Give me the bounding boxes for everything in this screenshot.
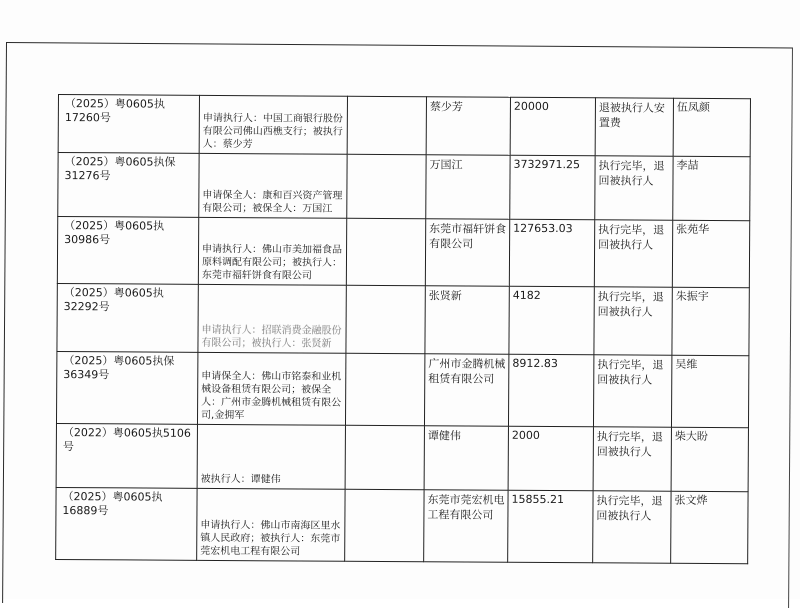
table-row [57,217,749,288]
case-number: （2025）粤0605执保36349号 [56,351,197,424]
case-number: （2022）粤0605执5106号 [56,423,197,488]
blank-cell [346,285,425,353]
judge: 吴维 [671,355,748,427]
table-row [56,423,748,491]
status: 执行完毕，退回被执行人 [593,355,671,427]
refund-target: 万国江 [426,155,510,220]
judge: 李喆 [673,156,750,220]
judge: 张苑华 [672,220,749,287]
status: 执行完毕，退回被执行人 [593,427,671,491]
status: 退被执行人安置费 [595,98,673,156]
amount: 3732971.25 [510,155,595,220]
judge: 张文烨 [671,491,748,563]
amount: 4182 [509,286,594,355]
parties: 申请保全人：康和百兴资产管理有限公司；被保全人：万国江 [199,153,347,218]
blank-cell [346,218,425,285]
amount: 8912.83 [508,354,593,427]
table-row [56,351,748,427]
parties: 申请执行人：佛山市美加福食品原料调配有限公司；被执行人：东莞市福轩饼食有限公司 [198,217,346,285]
refund-target: 东莞市莞宏机电工程有限公司 [424,490,508,563]
parties: 申请执行人：招联消费金融股份有限公司；被执行人：张贤新 [198,284,346,353]
parties: 申请执行人：中国工商银行股份有限公司佛山西樵支行；被执行人：蔡少芳 [199,95,347,154]
status: 执行完毕，退回被执行人 [593,491,671,563]
blank-cell [345,425,424,489]
parties: 申请执行人：佛山市南海区里水镇人民政府；被执行人：东莞市莞宏机电工程有限公司 [197,488,345,561]
blank-cell [345,353,424,425]
refund-target: 广州市金腾机械租赁有限公司 [424,354,508,427]
case-number: （2025）粤0605执17260号 [58,95,199,154]
status: 执行完毕，退回被执行人 [595,156,673,220]
judge: 柴大盼 [671,427,748,491]
refund-table-wrapper [55,94,750,564]
blank-cell [347,154,426,218]
blank-cell [345,489,424,561]
amount: 2000 [508,426,593,491]
judge: 朱振宇 [672,287,749,355]
amount: 20000 [510,97,595,156]
table-row [57,283,749,355]
table-row [56,487,748,563]
amount: 127653.03 [509,219,594,287]
judge: 伍凤颜 [673,98,750,156]
parties: 被执行人：谭健伟 [197,424,345,489]
refund-table [55,94,751,564]
status: 执行完毕，退回被执行人 [594,220,672,287]
table-row [58,95,750,157]
blank-cell [347,96,426,154]
case-number: （2025）粤0605执30986号 [57,217,198,285]
refund-target: 谭健伟 [424,426,508,491]
parties: 申请保全人：佛山市铭泰和业机械设备租赁有限公司；被保全人：广州市金腾机械租赁有限公司,金拥军 [197,352,345,425]
table-row [58,153,750,221]
case-number: （2025）粤0605执16889号 [56,487,197,560]
refund-target: 东莞市福轩饼食有限公司 [425,219,509,287]
case-number: （2025）粤0605执保31276号 [58,153,199,218]
refund-target: 张贤新 [425,286,509,355]
case-number: （2025）粤0605执32292号 [57,283,198,352]
refund-target: 蔡少芳 [426,97,510,156]
status: 执行完毕，退回被执行人 [594,287,672,355]
amount: 15855.21 [508,490,593,563]
